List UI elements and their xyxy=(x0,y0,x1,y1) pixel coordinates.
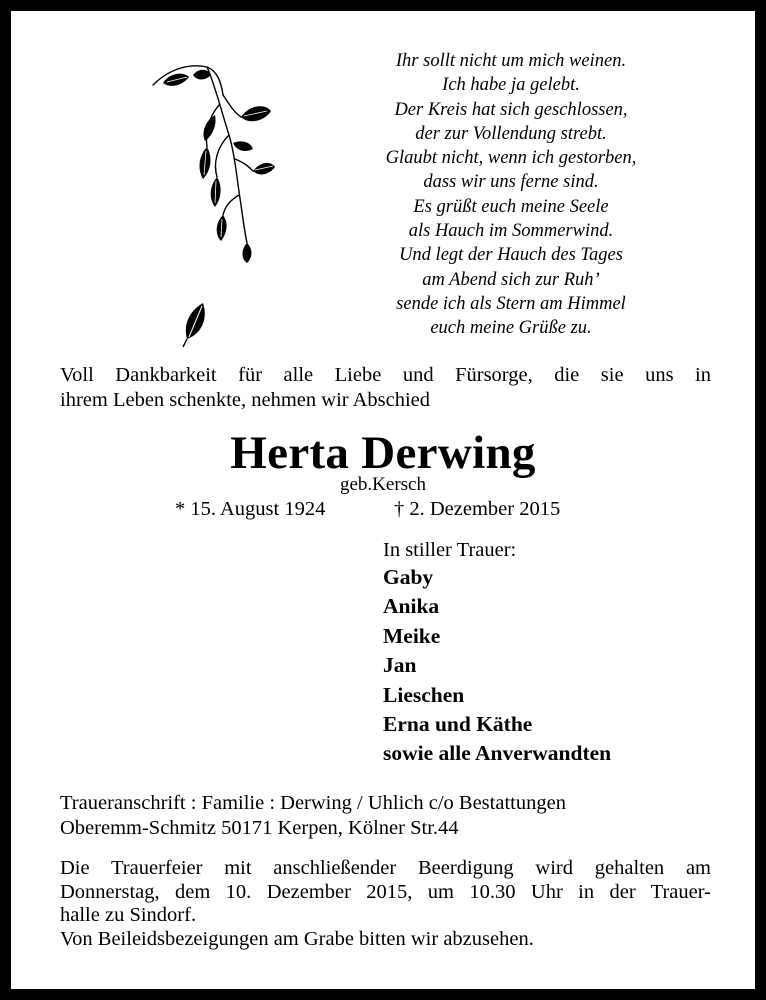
deceased-name: Herta Derwing xyxy=(230,427,536,479)
mourner-name: Meike xyxy=(383,623,441,648)
obituary-card xyxy=(11,11,755,989)
birch-branch-icon xyxy=(149,55,279,265)
poem-line: am Abend sich zur Ruh’ xyxy=(422,269,600,290)
service-line: Von Beileidsbezeigungen am Grabe bitten wir abzusehen. xyxy=(60,927,534,950)
poem-line: Und legt der Hauch des Tages xyxy=(399,245,623,266)
poem-line: als Hauch im Sommerwind. xyxy=(408,221,614,242)
poem-line: Glaubt nicht, wenn ich gestorben, xyxy=(385,148,637,169)
mourners-heading: In stiller Trauer: xyxy=(383,539,517,561)
mourner-name: Anika xyxy=(383,594,440,619)
mourners-list xyxy=(383,563,611,769)
mourner-name: Lieschen xyxy=(383,682,465,707)
service-line: Die Trauerfeier mit anschließender Beerdigung wird gehalten am xyxy=(60,857,711,879)
death-date: † 2. Dezember 2015 xyxy=(394,498,561,520)
birth-name: geb.Kersch xyxy=(340,474,426,495)
intro-line: ihrem Leben schenkte, nehmen wir Abschied xyxy=(60,389,431,411)
address-line: Traueranschrift : Familie : Derwing / Uhlich c/o Bestattungen xyxy=(60,792,566,814)
mourner-name: Erna und Käthe xyxy=(383,712,533,737)
address-line: Oberemm-Schmitz 50171 Kerpen, Kölner Str.44 xyxy=(60,817,459,839)
poem xyxy=(311,49,711,341)
mourner-name: Jan xyxy=(383,653,417,678)
intro-text xyxy=(60,363,711,413)
mourning-address xyxy=(60,791,720,841)
poem-line: Der Kreis hat sich geschlossen, xyxy=(394,99,628,120)
birth-date: * 15. August 1924 xyxy=(175,498,326,520)
poem-line: sende ich als Stern am Himmel xyxy=(396,293,626,314)
falling-leaf-icon xyxy=(179,299,213,349)
service-line: Donnerstag, dem 10. Dezember 2015, um 10.30 Uhr in der Trauer- xyxy=(60,880,711,903)
funeral-service-info xyxy=(60,857,711,951)
service-line: halle zu Sindorf. xyxy=(60,904,197,926)
poem-line: Ich habe ja gelebt. xyxy=(442,75,580,96)
mourner-name: sowie alle Anverwandten xyxy=(383,741,612,766)
poem-line: euch meine Grüße zu. xyxy=(430,318,592,339)
mourner-name: Gaby xyxy=(383,565,434,589)
poem-line: Es grüßt euch meine Seele xyxy=(413,196,609,217)
poem-line: Ihr sollt nicht um mich weinen. xyxy=(395,51,627,71)
intro-line: Voll Dankbarkeit für alle Liebe und Fürsorge, die sie uns in xyxy=(60,364,711,386)
poem-line: der zur Vollendung strebt. xyxy=(415,123,607,144)
poem-line: dass wir uns ferne sind. xyxy=(423,172,599,193)
